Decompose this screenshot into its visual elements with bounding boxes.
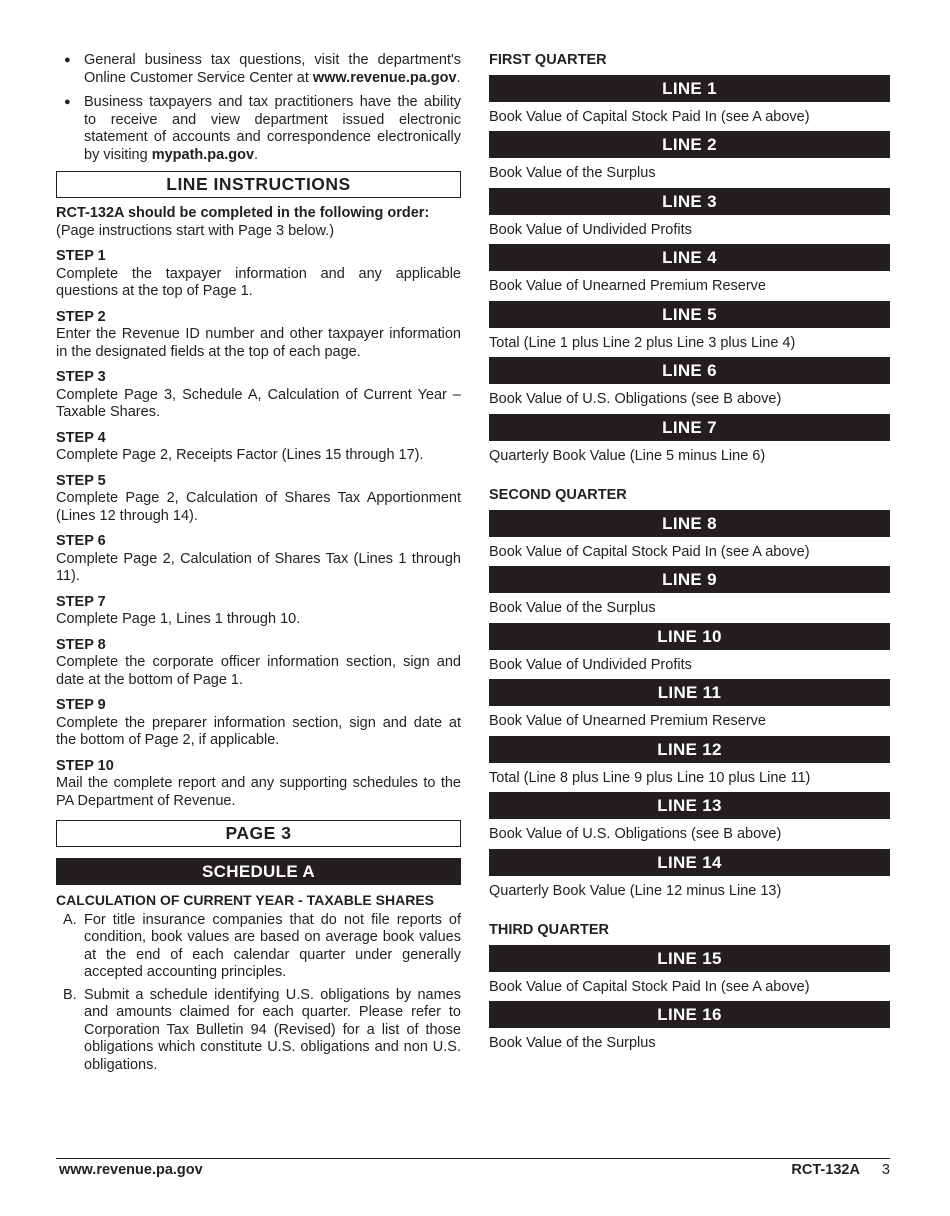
line-instruction	[489, 244, 890, 296]
line-label: LINE 9	[489, 566, 890, 593]
revenue-website-link[interactable]: www.revenue.pa.gov	[312, 69, 457, 86]
schedule-note: B. Submit a schedule identifying U.S. obligations by names and amounts claimed for each quarter. Please refer to Corporation Tax Bulletin 94 (Revised) for a list of those obligations which constitute U.S. obligations and non U.S. obligations.	[63, 986, 461, 1073]
line-label: LINE 14	[489, 849, 890, 876]
step-4	[56, 430, 461, 465]
quarter-title: SECOND QUARTER	[489, 487, 627, 503]
left-column	[56, 52, 461, 1079]
quarter-section	[489, 922, 890, 1053]
line-description: Book Value of Unearned Premium Reserve	[489, 713, 766, 729]
line-label: LINE 13	[489, 792, 890, 819]
page-number: 3	[881, 1162, 890, 1178]
step-9	[56, 697, 461, 750]
step-title: STEP 1	[56, 248, 106, 264]
line-description: Total (Line 8 plus Line 9 plus Line 10 plus Line 11)	[489, 769, 811, 786]
step-text: Complete Page 2, Receipts Factor (Lines 15 through 17).	[56, 447, 424, 463]
step-title: STEP 8	[56, 636, 106, 653]
line-description: Book Value of the Surplus	[489, 165, 656, 181]
line-instruction	[489, 679, 890, 731]
line-instruction	[489, 849, 890, 901]
step-title: STEP 4	[56, 429, 106, 446]
step-text: Complete the preparer information section, sign and date at the bottom of Page 2, if applicable.	[56, 714, 461, 748]
right-column	[489, 52, 890, 1053]
line-instruction	[489, 566, 890, 618]
step-title: STEP 3	[56, 369, 106, 385]
step-text: Complete Page 2, Calculation of Shares Tax (Lines 1 through 11).	[56, 550, 461, 584]
step-text: Complete the corporate officer information section, sign and date at the bottom of Page 1.	[56, 654, 461, 688]
line-instruction	[489, 414, 890, 466]
step-text: Enter the Revenue ID number and other taxpayer information in the designated fields at the top of each page.	[56, 326, 461, 360]
line-label: LINE 1	[489, 75, 890, 102]
line-description: Book Value of Unearned Premium Reserve	[489, 278, 766, 294]
quarter-title: THIRD QUARTER	[489, 922, 610, 938]
line-description: Book Value of U.S. Obligations (see B above)	[489, 391, 782, 407]
contact-bullets	[56, 52, 461, 164]
line-description: Quarterly Book Value (Line 5 minus Line 6)	[489, 447, 766, 464]
line-description: Book Value of Undivided Profits	[489, 221, 692, 238]
step-3	[56, 369, 461, 422]
line-label: LINE 3	[489, 188, 890, 215]
line-label: LINE 5	[489, 301, 890, 328]
line-instruction	[489, 792, 890, 844]
step-10	[56, 758, 461, 811]
mypath-website-link[interactable]: mypath.pa.gov	[151, 146, 255, 163]
schedule-a-notes	[56, 912, 461, 1075]
line-instruction	[489, 357, 890, 409]
step-title: STEP 7	[56, 593, 106, 610]
line-instruction	[489, 75, 890, 127]
line-label: LINE 15	[489, 945, 890, 972]
line-description: Book Value of Capital Stock Paid In (see A above)	[489, 108, 810, 125]
line-description: Total (Line 1 plus Line 2 plus Line 3 plus Line 4)	[489, 334, 796, 351]
line-instruction	[489, 510, 890, 562]
line-instruction	[489, 945, 890, 997]
line-instruction	[489, 1001, 890, 1053]
quarter-title: FIRST QUARTER	[489, 52, 607, 68]
line-description: Quarterly Book Value (Line 12 minus Line 13)	[489, 882, 782, 899]
line-instructions-heading: LINE INSTRUCTIONS	[56, 171, 461, 198]
step-title: STEP 5	[56, 472, 106, 489]
line-label: LINE 7	[489, 414, 890, 441]
step-text: Mail the complete report and any supporting schedules to the PA Department of Revenue.	[56, 775, 461, 809]
step-text: Complete Page 3, Schedule A, Calculation of Current Year – Taxable Shares.	[56, 386, 461, 420]
line-description: Book Value of the Surplus	[489, 1035, 656, 1051]
step-title: STEP 9	[56, 697, 106, 713]
step-title: STEP 10	[56, 757, 114, 774]
calculation-heading: CALCULATION OF CURRENT YEAR - TAXABLE SHARES	[56, 892, 434, 908]
line-instruction	[489, 131, 890, 183]
step-5	[56, 473, 461, 526]
line-label: LINE 2	[489, 131, 890, 158]
step-6	[56, 533, 461, 586]
quarter-section	[489, 52, 890, 465]
step-title: STEP 2	[56, 308, 106, 325]
line-description: Book Value of Undivided Profits	[489, 656, 692, 673]
steps-list	[56, 248, 461, 810]
step-text: Complete the taxpayer information and any applicable questions at the top of Page 1.	[56, 265, 461, 299]
step-text: Complete Page 1, Lines 1 through 10.	[56, 611, 301, 627]
line-description: Book Value of the Surplus	[489, 600, 656, 616]
line-label: LINE 4	[489, 244, 890, 271]
bullet-item: ● General business tax questions, visit the department's Online Customer Service Center at www.revenue.pa.gov.	[56, 52, 461, 87]
step-title: STEP 6	[56, 533, 106, 549]
quarter-section	[489, 487, 890, 900]
completion-order: RCT-132A should be completed in the following order: (Page instructions start with Page 3 below.)	[56, 205, 430, 239]
footer-form-id: RCT-132A	[791, 1162, 860, 1178]
line-label: LINE 10	[489, 623, 890, 650]
line-instruction	[489, 736, 890, 788]
line-description: Book Value of Capital Stock Paid In (see A above)	[489, 978, 810, 995]
line-instruction	[489, 301, 890, 353]
step-8	[56, 637, 461, 690]
line-label: LINE 8	[489, 510, 890, 537]
bullet-item: ● Business taxpayers and tax practitioners have the ability to receive and view department issued electronic statement of accounts and correspondence electronically by visiting mypath.pa.gov.	[56, 94, 461, 164]
step-1	[56, 248, 461, 301]
line-label: LINE 6	[489, 357, 890, 384]
footer-website[interactable]: www.revenue.pa.gov	[59, 1162, 203, 1178]
line-label: LINE 16	[489, 1001, 890, 1028]
line-description: Book Value of Capital Stock Paid In (see A above)	[489, 543, 810, 560]
line-instruction	[489, 188, 890, 240]
line-label: LINE 12	[489, 736, 890, 763]
step-7	[56, 594, 461, 629]
line-description: Book Value of U.S. Obligations (see B above)	[489, 826, 782, 842]
footer-form-page	[791, 1162, 890, 1180]
step-text: Complete Page 2, Calculation of Shares Tax Apportionment (Lines 12 through 14).	[56, 490, 461, 524]
step-2	[56, 309, 461, 362]
line-label: LINE 11	[489, 679, 890, 706]
page-3-heading: PAGE 3	[56, 820, 461, 847]
page-footer	[56, 1158, 890, 1185]
schedule-a-heading: SCHEDULE A	[56, 858, 461, 885]
line-instruction	[489, 623, 890, 675]
schedule-note: A. For title insurance companies that do not file reports of condition, book values are based on average book values at the end of each calendar quarter under generally accepted accounting principles.	[63, 911, 461, 980]
